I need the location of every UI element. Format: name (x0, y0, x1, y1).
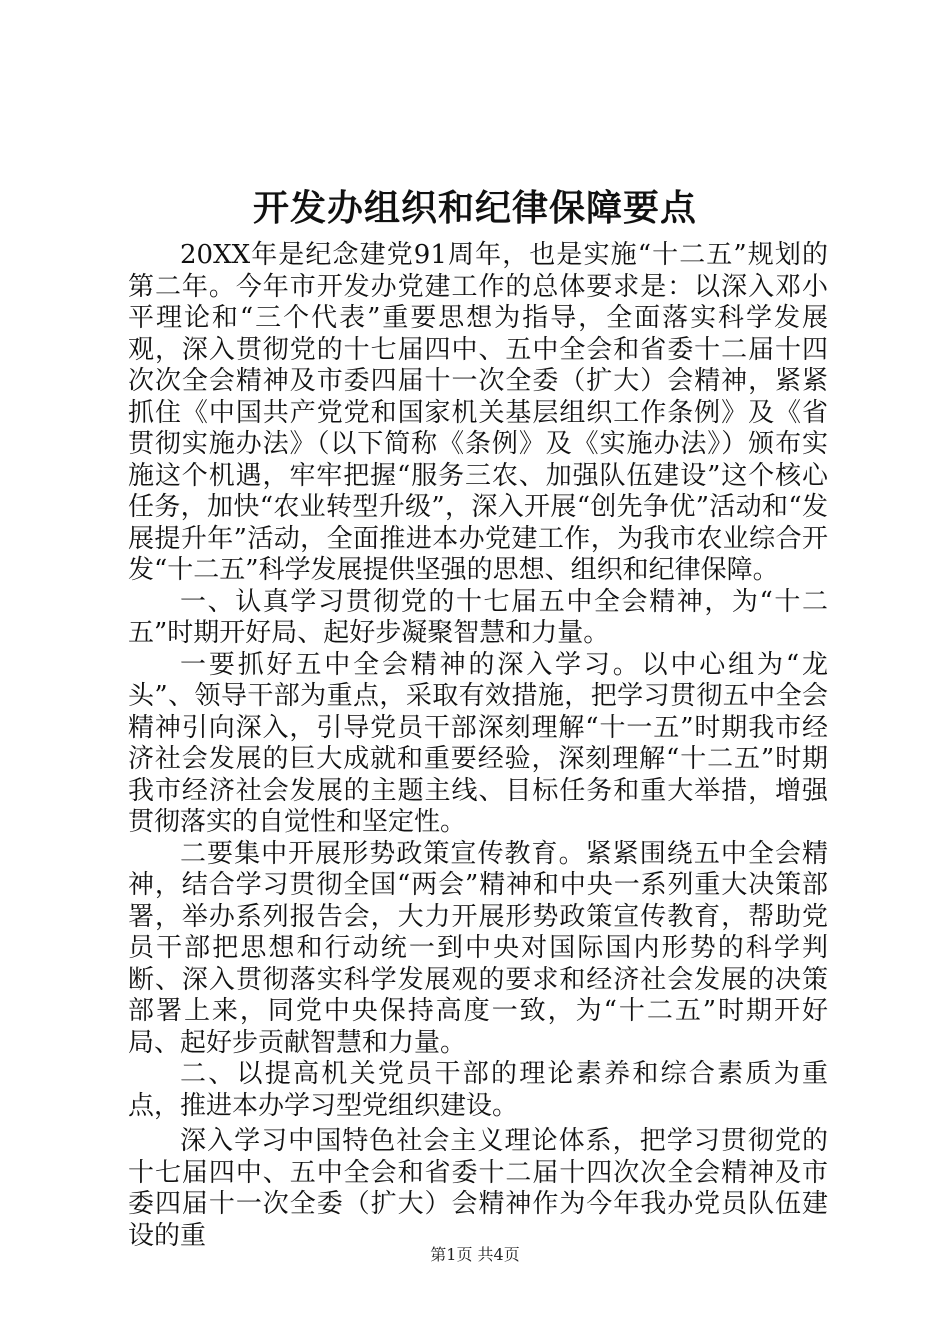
section-heading-two: 二、以提高机关党员干部的理论素养和综合素质为重点，推进本办学习型党组织建设。 (128, 1059, 828, 1121)
paragraph-theory-study: 深入学习中国特色社会主义理论体系，把学习贯彻党的十七届四中、五中全会和省委十二届十四次次全会精神及市委四届十一次全委（扩大）会精神作为今年我办党员队伍建设的重 (128, 1126, 828, 1251)
paragraph-study-plenum: 一要抓好五中全会精神的深入学习。以中心组为“龙头”、领导干部为重点，采取有效措施，把学习贯彻五中全会精神引向深入，引导党员干部深刻理解“十一五”时期我市经济社会发展的巨大成就和重要经验，深刻理解“十二五”时期我市经济社会发展的主题主线、目标任务和重大举措，增强贯彻落实的自觉性和坚定性。 (128, 649, 828, 837)
document-title: 开发办组织和纪律保障要点 (252, 187, 697, 229)
paragraph-intro: 20XX年是纪念建党91周年，也是实施“十二五”规划的第二年。今年市开发办党建工作的总体要求是：以深入邓小平理论和“三个代表”重要思想为指导，全面落实科学发展观，深入贯彻党的十七届四中、五中全会和省委十二届十四次次全会精神及市委四届十一次全委（扩大）会精神，紧紧抓住《中国共产党党和国家机关基层组织工作条例》及《省贯彻实施办法》（以下简称《条例》及《实施办法》）颁布实施这个机遇，牢牢把握“服务三农、加强队伍建设”这个核心任务，加快“农业转型升级”，深入开展“创先争优”活动和“发展提升年”活动，全面推进本办党建工作，为我市农业综合开发“十二五”科学发展提供坚强的思想、组织和纪律保障。 (128, 240, 828, 585)
page-footer: 第1页 共4页 (430, 1245, 520, 1264)
section-heading-one: 一、认真学习贯彻党的十七届五中全会精神，为“十二五”时期开好局、起好步凝聚智慧和力量。 (128, 586, 828, 648)
paragraph-policy-education: 二要集中开展形势政策宣传教育。紧紧围绕五中全会精神，结合学习贯彻全国“两会”精神和中央一系列重大决策部署，举办系列报告会，大力开展形势政策宣传教育，帮助党员干部把思想和行动统一到中央对国际国内形势的科学判断、深入贯彻落实科学发展观的要求和经济社会发展的决策部署上来，同党中央保持高度一致，为“十二五”时期开好局、起好步贡献智慧和力量。 (128, 838, 828, 1058)
document-body (128, 240, 828, 1252)
